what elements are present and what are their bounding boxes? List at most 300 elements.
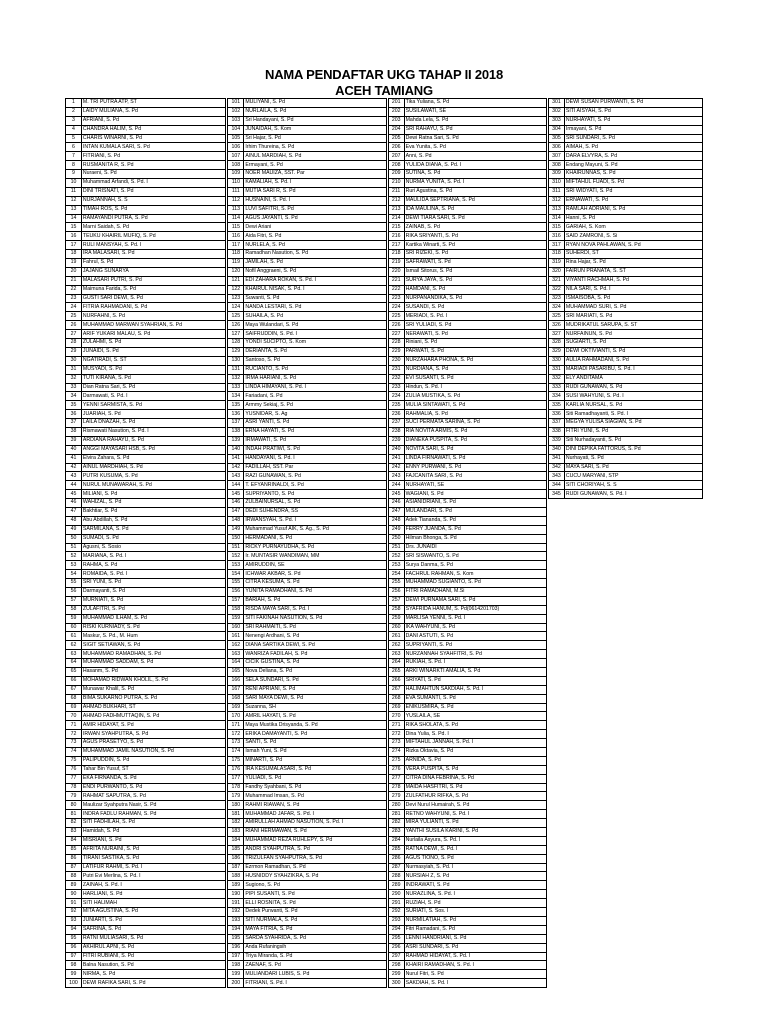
row-number: 248 [388, 516, 404, 525]
registrant-name: SRI WIDYATI, S. Pd [564, 187, 702, 196]
row-number: 332 [548, 374, 564, 383]
table-row [66, 730, 703, 739]
table-row [66, 436, 703, 445]
row-number: 69 [66, 703, 82, 712]
row-number [548, 739, 564, 748]
row-number: 337 [548, 419, 564, 428]
table-row [66, 179, 703, 188]
registrant-name: MUHAMMAD JAFAR, S. Pd. I [244, 810, 386, 819]
registrant-name: Muhammad Yusuf AIK, S. Ag., S. Pd [244, 525, 386, 534]
registrant-name [564, 579, 702, 588]
registrant-name: Rina Hajar, S. Pd [564, 259, 702, 268]
row-number: 152 [228, 552, 244, 561]
row-number: 60 [66, 623, 82, 632]
registrant-name: SRI SUNDARI, S. Pd [564, 134, 702, 143]
registrant-name: ENDI PURWANTO, S. Pd [81, 783, 225, 792]
registrant-name: Armmy Sekiaj, S. Pd [244, 401, 386, 410]
registrant-name [564, 970, 702, 979]
table-row [66, 632, 703, 641]
row-number: 46 [66, 499, 82, 508]
row-number: 306 [548, 143, 564, 152]
row-number: 287 [388, 863, 404, 872]
registrant-name: M. TRI PUTRA ATP, ST [81, 99, 225, 108]
row-number: 76 [66, 765, 82, 774]
registrant-name: SIGIT SETIAWAN, S. Pd [81, 641, 225, 650]
registrant-name [564, 961, 702, 970]
row-number: 78 [66, 783, 82, 792]
table-row [66, 836, 703, 845]
registrant-name: AMIRUDDIN, SE [244, 561, 386, 570]
registrant-name: ARKI WINARKTI AMALIA, S. Pd [404, 668, 546, 677]
registrant-name: IRMA HARIANI, S. Pd [244, 374, 386, 383]
row-number: 307 [548, 152, 564, 161]
row-number: 168 [228, 694, 244, 703]
registrant-name: MUHAMMAD SUGIANTO, S. Pd [404, 579, 546, 588]
registrant-name: SUSANDI, S. Pd [404, 303, 546, 312]
registrant-name: SITI CHORIYAH, S. S [564, 481, 702, 490]
row-number: 170 [228, 712, 244, 721]
row-number: 116 [228, 232, 244, 241]
row-number: 249 [388, 525, 404, 534]
row-number: 268 [388, 694, 404, 703]
row-number: 313 [548, 205, 564, 214]
registrant-name: AFRIANI, S. Pd [81, 116, 225, 125]
registrant-name: MUTIA SARI R, S. Pd [244, 187, 386, 196]
row-number [548, 881, 564, 890]
row-number: 180 [228, 801, 244, 810]
row-number: 14 [66, 214, 82, 223]
registrant-name: NURMA YUNITA, S. Pd. I [404, 179, 546, 188]
row-number: 25 [66, 312, 82, 321]
table-row [66, 499, 703, 508]
registrant-name: MUHAMMAD REZA RUHLEPY, S. Pd [244, 836, 386, 845]
row-number: 185 [228, 845, 244, 854]
registrant-name: YUSNIDAR, S. Ag [244, 410, 386, 419]
row-number: 136 [228, 410, 244, 419]
row-number: 37 [66, 419, 82, 428]
table-row [66, 454, 703, 463]
registrant-name: ASIANIDRIANI, S. Pd [404, 499, 546, 508]
registrant-name: Dedek Purwanti, S. Pd [244, 908, 386, 917]
row-number [548, 819, 564, 828]
row-number: 263 [388, 650, 404, 659]
table-row [66, 161, 703, 170]
registrant-name: Nova Deliana, S. Pd [244, 668, 386, 677]
row-number: 338 [548, 427, 564, 436]
registrant-name: Fandhy Syahbani, S. Pd [244, 783, 386, 792]
registrant-name: MUHAMMAD ILHAM, S. Pd [81, 614, 225, 623]
row-number: 214 [388, 214, 404, 223]
row-number: 235 [388, 401, 404, 410]
registrant-name: EKA FIRNANDA, S. Pd [81, 774, 225, 783]
registrant-name [564, 979, 702, 988]
registrant-name: SRI SISWANTO, S. Pd [404, 552, 546, 561]
registrant-name: Tahar Bin Yusuf, ST [81, 765, 225, 774]
row-number: 154 [228, 570, 244, 579]
registrant-name: Ir. MUNTASIR WANDIMAN, MM [244, 552, 386, 561]
registrant-name: LINDA FIRNAWATI, S. Pd [404, 454, 546, 463]
row-number: 16 [66, 232, 82, 241]
registrant-name: CHANDRA HALIM, S. Pd [81, 125, 225, 134]
registrant-name: NURAZLINA, S. Pd. I [404, 890, 546, 899]
table-row [66, 347, 703, 356]
row-number: 145 [228, 490, 244, 499]
registrant-name: SITI AISYAH, S. Pd [564, 107, 702, 116]
row-number: 144 [228, 481, 244, 490]
table-row [66, 916, 703, 925]
table-row [66, 712, 703, 721]
registrant-name: RYAN NOVA PAHLAWAN, S. Pd [564, 241, 702, 250]
registrant-name: RUDI GUNAWAN, S. Pd [564, 383, 702, 392]
row-number: 195 [228, 934, 244, 943]
registrant-name: Irmayani, S. Pd [564, 125, 702, 134]
row-number: 120 [228, 267, 244, 276]
registrant-name [564, 765, 702, 774]
registrant-name: Muhammad Arfandi, S. Pd. I [81, 179, 225, 188]
row-number: 182 [228, 819, 244, 828]
row-number: 179 [228, 792, 244, 801]
table-row [66, 570, 703, 579]
row-number: 284 [388, 836, 404, 845]
row-number: 133 [228, 383, 244, 392]
registrant-name: RUDI GUNAWAN, S. Pd. I [564, 490, 702, 499]
row-number: 223 [388, 294, 404, 303]
row-number: 43 [66, 472, 82, 481]
table-row [66, 579, 703, 588]
registrant-name: Nurul Fitri, S. Pd [404, 970, 546, 979]
row-number: 50 [66, 534, 82, 543]
table-row [66, 392, 703, 401]
row-number: 147 [228, 507, 244, 516]
row-number: 121 [228, 276, 244, 285]
registrant-name: TUTI KIRANA, S. Pd [81, 374, 225, 383]
registrant-name: NOER MAUIZA, SST. Par [244, 170, 386, 179]
table-row [66, 899, 703, 908]
table-row [66, 339, 703, 348]
row-number: 90 [66, 890, 82, 899]
registrant-name: INDAH PRATIWI, S. Pd [244, 445, 386, 454]
row-number [548, 641, 564, 650]
row-number: 126 [228, 321, 244, 330]
registrant-name: FITRIANI, S. Pd [81, 152, 225, 161]
registrant-name: ZULAFITRI, S. Pd [81, 605, 225, 614]
row-number: 265 [388, 668, 404, 677]
registrant-name [564, 881, 702, 890]
row-number: 340 [548, 445, 564, 454]
row-number: 318 [548, 250, 564, 259]
table-row [66, 810, 703, 819]
registrant-name: NURLELA, S. Pd [244, 241, 386, 250]
row-number [548, 534, 564, 543]
table-row [66, 205, 703, 214]
registrant-name: ENIKUSMIRA, S. Pd [404, 703, 546, 712]
row-number: 259 [388, 614, 404, 623]
registrant-name: DEWI TIARA SARI, S. Pd [404, 214, 546, 223]
registrant-name [564, 952, 702, 961]
row-number: 232 [388, 374, 404, 383]
row-number: 200 [228, 979, 244, 988]
registrant-name: Anda Rufaningsih [244, 943, 386, 952]
row-number: 63 [66, 650, 82, 659]
registrant-name: IRMAWATI, S. Pd [244, 436, 386, 445]
registrant-name [564, 792, 702, 801]
registrant-name: MAYA FITRIA, S. Pd [244, 925, 386, 934]
row-number: 227 [388, 330, 404, 339]
registrant-name: Nenengi Ardhani, S. Pd [244, 632, 386, 641]
registrant-name: HARLIANI, S. Pd [81, 890, 225, 899]
row-number: 129 [228, 347, 244, 356]
registrant-name: Nurhayati, S. Pd [564, 454, 702, 463]
row-number: 254 [388, 570, 404, 579]
registrant-name: MERIADI, S. Pd. I [404, 312, 546, 321]
registrant-name: Fitri Ramadani, S. Pd [404, 925, 546, 934]
table-row [66, 863, 703, 872]
registrant-name: DEWI SUSAN PURWANTI, S. Pd [564, 99, 702, 108]
registrant-name: SITI FAKINAH NASUTION, S. Pd [244, 614, 386, 623]
row-number: 128 [228, 339, 244, 348]
row-number: 93 [66, 916, 82, 925]
registrant-name [564, 872, 702, 881]
row-number: 322 [548, 285, 564, 294]
registrant-name [564, 694, 702, 703]
registrant-name: AGUS JAYANTI, S. Pd [244, 214, 386, 223]
row-number: 333 [548, 383, 564, 392]
row-number: 343 [548, 472, 564, 481]
row-number [548, 872, 564, 881]
row-number: 299 [388, 970, 404, 979]
registrant-name: IRA MALASARI, S. Pd [81, 250, 225, 259]
registrant-name: NGATIRADI, S. ST [81, 356, 225, 365]
table-row [66, 223, 703, 232]
registrant-name: ARDIANA RAHAYU, S. Pd [81, 436, 225, 445]
row-number: 138 [228, 427, 244, 436]
row-number: 204 [388, 125, 404, 134]
registrant-name: HAMDANI, S. Pd [404, 285, 546, 294]
registrant-name: KHAIRI RAMADHAN, S. Pd. I [404, 961, 546, 970]
registrant-name [564, 516, 702, 525]
row-number: 38 [66, 427, 82, 436]
registrant-name: Maskur, S. Pd., M. Hum [81, 632, 225, 641]
registrant-name: RIKA SHOLATA, S. Pd [404, 721, 546, 730]
registrant-name: AFRITA NURAINI, S. Pd [81, 845, 225, 854]
row-number: 292 [388, 908, 404, 917]
row-number [548, 685, 564, 694]
table-row [66, 748, 703, 757]
table-row [66, 241, 703, 250]
registrant-name: RATNA DEWI, S. Pd. I [404, 845, 546, 854]
registrant-name: RIKA SRIYANTI, S. Pd [404, 232, 546, 241]
row-number: 49 [66, 525, 82, 534]
row-number [548, 605, 564, 614]
row-number [548, 561, 564, 570]
row-number: 26 [66, 321, 82, 330]
row-number: 290 [388, 890, 404, 899]
row-number: 321 [548, 276, 564, 285]
row-number [548, 694, 564, 703]
row-number: 203 [388, 116, 404, 125]
row-number: 157 [228, 596, 244, 605]
registrant-name: NIRMA, S. Pd [81, 970, 225, 979]
table-row [66, 605, 703, 614]
registrant-name: ZAINAH, S. Pd. I [81, 881, 225, 890]
row-number [548, 801, 564, 810]
registrant-name: SITI HALIMAH [81, 899, 225, 908]
registrant-name: MUHAMMAD SADDAM, S. Pd [81, 659, 225, 668]
table-row [66, 845, 703, 854]
table-row [66, 552, 703, 561]
table-row [66, 365, 703, 374]
row-number: 229 [388, 347, 404, 356]
row-number: 18 [66, 250, 82, 259]
registrant-name: DINI DEPIKA FATTORUS, S. Pd [564, 445, 702, 454]
registrant-name: Tika Yuliana, S. Pd [404, 99, 546, 108]
registrant-name: TIRANI SASTIKA, S. Pd [81, 854, 225, 863]
row-number: 146 [228, 499, 244, 508]
table-row [66, 107, 703, 116]
registrant-name: NOVITA SARI, S. Pd [404, 445, 546, 454]
row-number: 291 [388, 899, 404, 908]
row-number [548, 748, 564, 757]
registrant-name: FAJCANITA SARI, S. Pd [404, 472, 546, 481]
row-number: 239 [388, 436, 404, 445]
registrant-name: SUPRIYANTO, S. Pd [244, 490, 386, 499]
row-number: 79 [66, 792, 82, 801]
row-number: 161 [228, 632, 244, 641]
table-row [66, 685, 703, 694]
row-number: 88 [66, 872, 82, 881]
document-subtitle: ACEH TAMIANG [335, 83, 433, 98]
registrant-name: AHMAD BUKHARI, ST [81, 703, 225, 712]
registrant-name: Marni Saidah, S. Pd [81, 223, 225, 232]
registrant-name: RAZI GUNAWAN, S. Pd [244, 472, 386, 481]
registrant-name [564, 819, 702, 828]
row-number: 30 [66, 356, 82, 365]
table-row [66, 214, 703, 223]
registrant-name: RUSMANITA R, S. Pd [81, 161, 225, 170]
row-number [548, 783, 564, 792]
registrant-name: CUCU MARYANI, STP [564, 472, 702, 481]
registrant-name [564, 925, 702, 934]
registrant-name: MINARTI, S. Pd [244, 756, 386, 765]
registrant-name: Sri Handayani, S. Pd [244, 116, 386, 125]
registrant-name: MEGYA YULISA SIAGIAN, S. Pd [564, 419, 702, 428]
row-number [548, 899, 564, 908]
row-number: 114 [228, 214, 244, 223]
row-number: 262 [388, 641, 404, 650]
row-number: 48 [66, 516, 82, 525]
table-row [66, 561, 703, 570]
table-row [66, 872, 703, 881]
registrant-name [564, 507, 702, 516]
registrant-name: SARI MAYA DEWI, S. Pd [244, 694, 386, 703]
registrant-name: ZULFATHUR RIFKA, S. Pd [404, 792, 546, 801]
registrant-name: Maya Mustika Drisyanda, S. Pd [244, 721, 386, 730]
registrant-name: Ramadhan Nasution, S. Pd [244, 250, 386, 259]
row-number: 45 [66, 490, 82, 499]
registrant-name: NANDA LESTARI, S. Pd [244, 303, 386, 312]
row-number: 34 [66, 392, 82, 401]
registrant-name [564, 721, 702, 730]
table-row [66, 659, 703, 668]
row-number: 225 [388, 312, 404, 321]
registrant-name: MARIANA, S. Pd. I [81, 552, 225, 561]
row-number: 218 [388, 250, 404, 259]
row-number: 215 [388, 223, 404, 232]
table-row [66, 925, 703, 934]
row-number: 86 [66, 854, 82, 863]
row-number: 3 [66, 116, 82, 125]
row-number: 159 [228, 614, 244, 623]
registrant-name: VERA PUSPITA, S. Pd [404, 765, 546, 774]
registrant-name: FAIRUN PRANATA, S. ST [564, 267, 702, 276]
registrant-name: IRA KESUMALASARI, S. Pd [244, 765, 386, 774]
row-number: 258 [388, 605, 404, 614]
table-row [66, 765, 703, 774]
row-number: 325 [548, 312, 564, 321]
row-number: 95 [66, 934, 82, 943]
row-number: 331 [548, 365, 564, 374]
row-number: 241 [388, 454, 404, 463]
registrant-name: Abu Abdillah, S. Pd [81, 516, 225, 525]
row-number: 81 [66, 810, 82, 819]
row-number: 15 [66, 223, 82, 232]
row-number: 163 [228, 650, 244, 659]
registrant-name: Triya Miranda, S. Pd [244, 952, 386, 961]
registrant-name: MULIYANI, S. Pd [244, 99, 386, 108]
registrant-name: NURDIANA, S. Pd [404, 365, 546, 374]
registrant-name: YUSLAILA, SE [404, 712, 546, 721]
registrant-name: MULANDARI, S. Pd [404, 507, 546, 516]
row-number: 230 [388, 356, 404, 365]
registrant-name [564, 774, 702, 783]
registrant-name: ASRI SUNDARI, S. Pd [404, 943, 546, 952]
row-number: 62 [66, 641, 82, 650]
row-number: 151 [228, 543, 244, 552]
registrant-name [564, 934, 702, 943]
registrant-name: Hindun, S. Pd. I [404, 383, 546, 392]
row-number: 61 [66, 632, 82, 641]
table-row [66, 828, 703, 837]
row-number: 42 [66, 463, 82, 472]
registrant-name [564, 890, 702, 899]
registrant-name: ENNY PURWANI, S. Pd [404, 463, 546, 472]
row-number [548, 499, 564, 508]
registrant-name [564, 570, 702, 579]
table-row [66, 321, 703, 330]
registrant-name: NURSIAH Z, S. Pd [404, 872, 546, 881]
row-number: 323 [548, 294, 564, 303]
registrant-name: DERIANTA, S. Pd [244, 347, 386, 356]
registrant-name [564, 561, 702, 570]
registrant-name: RAMLAH ADRIANI, S. Pd [564, 205, 702, 214]
row-number: 7 [66, 152, 82, 161]
row-number: 216 [388, 232, 404, 241]
registrant-name: Siti Ramadhayanti, S. Pd. I [564, 410, 702, 419]
table-row [66, 445, 703, 454]
row-number: 106 [228, 143, 244, 152]
row-number [548, 721, 564, 730]
row-number: 53 [66, 561, 82, 570]
row-number: 251 [388, 543, 404, 552]
row-number: 84 [66, 836, 82, 845]
row-number: 94 [66, 925, 82, 934]
registrant-name: VIYANTI RACHMAH, S. Pd [564, 276, 702, 285]
row-number [548, 916, 564, 925]
row-number: 294 [388, 925, 404, 934]
table-row [66, 125, 703, 134]
row-number: 255 [388, 579, 404, 588]
row-number: 2 [66, 107, 82, 116]
